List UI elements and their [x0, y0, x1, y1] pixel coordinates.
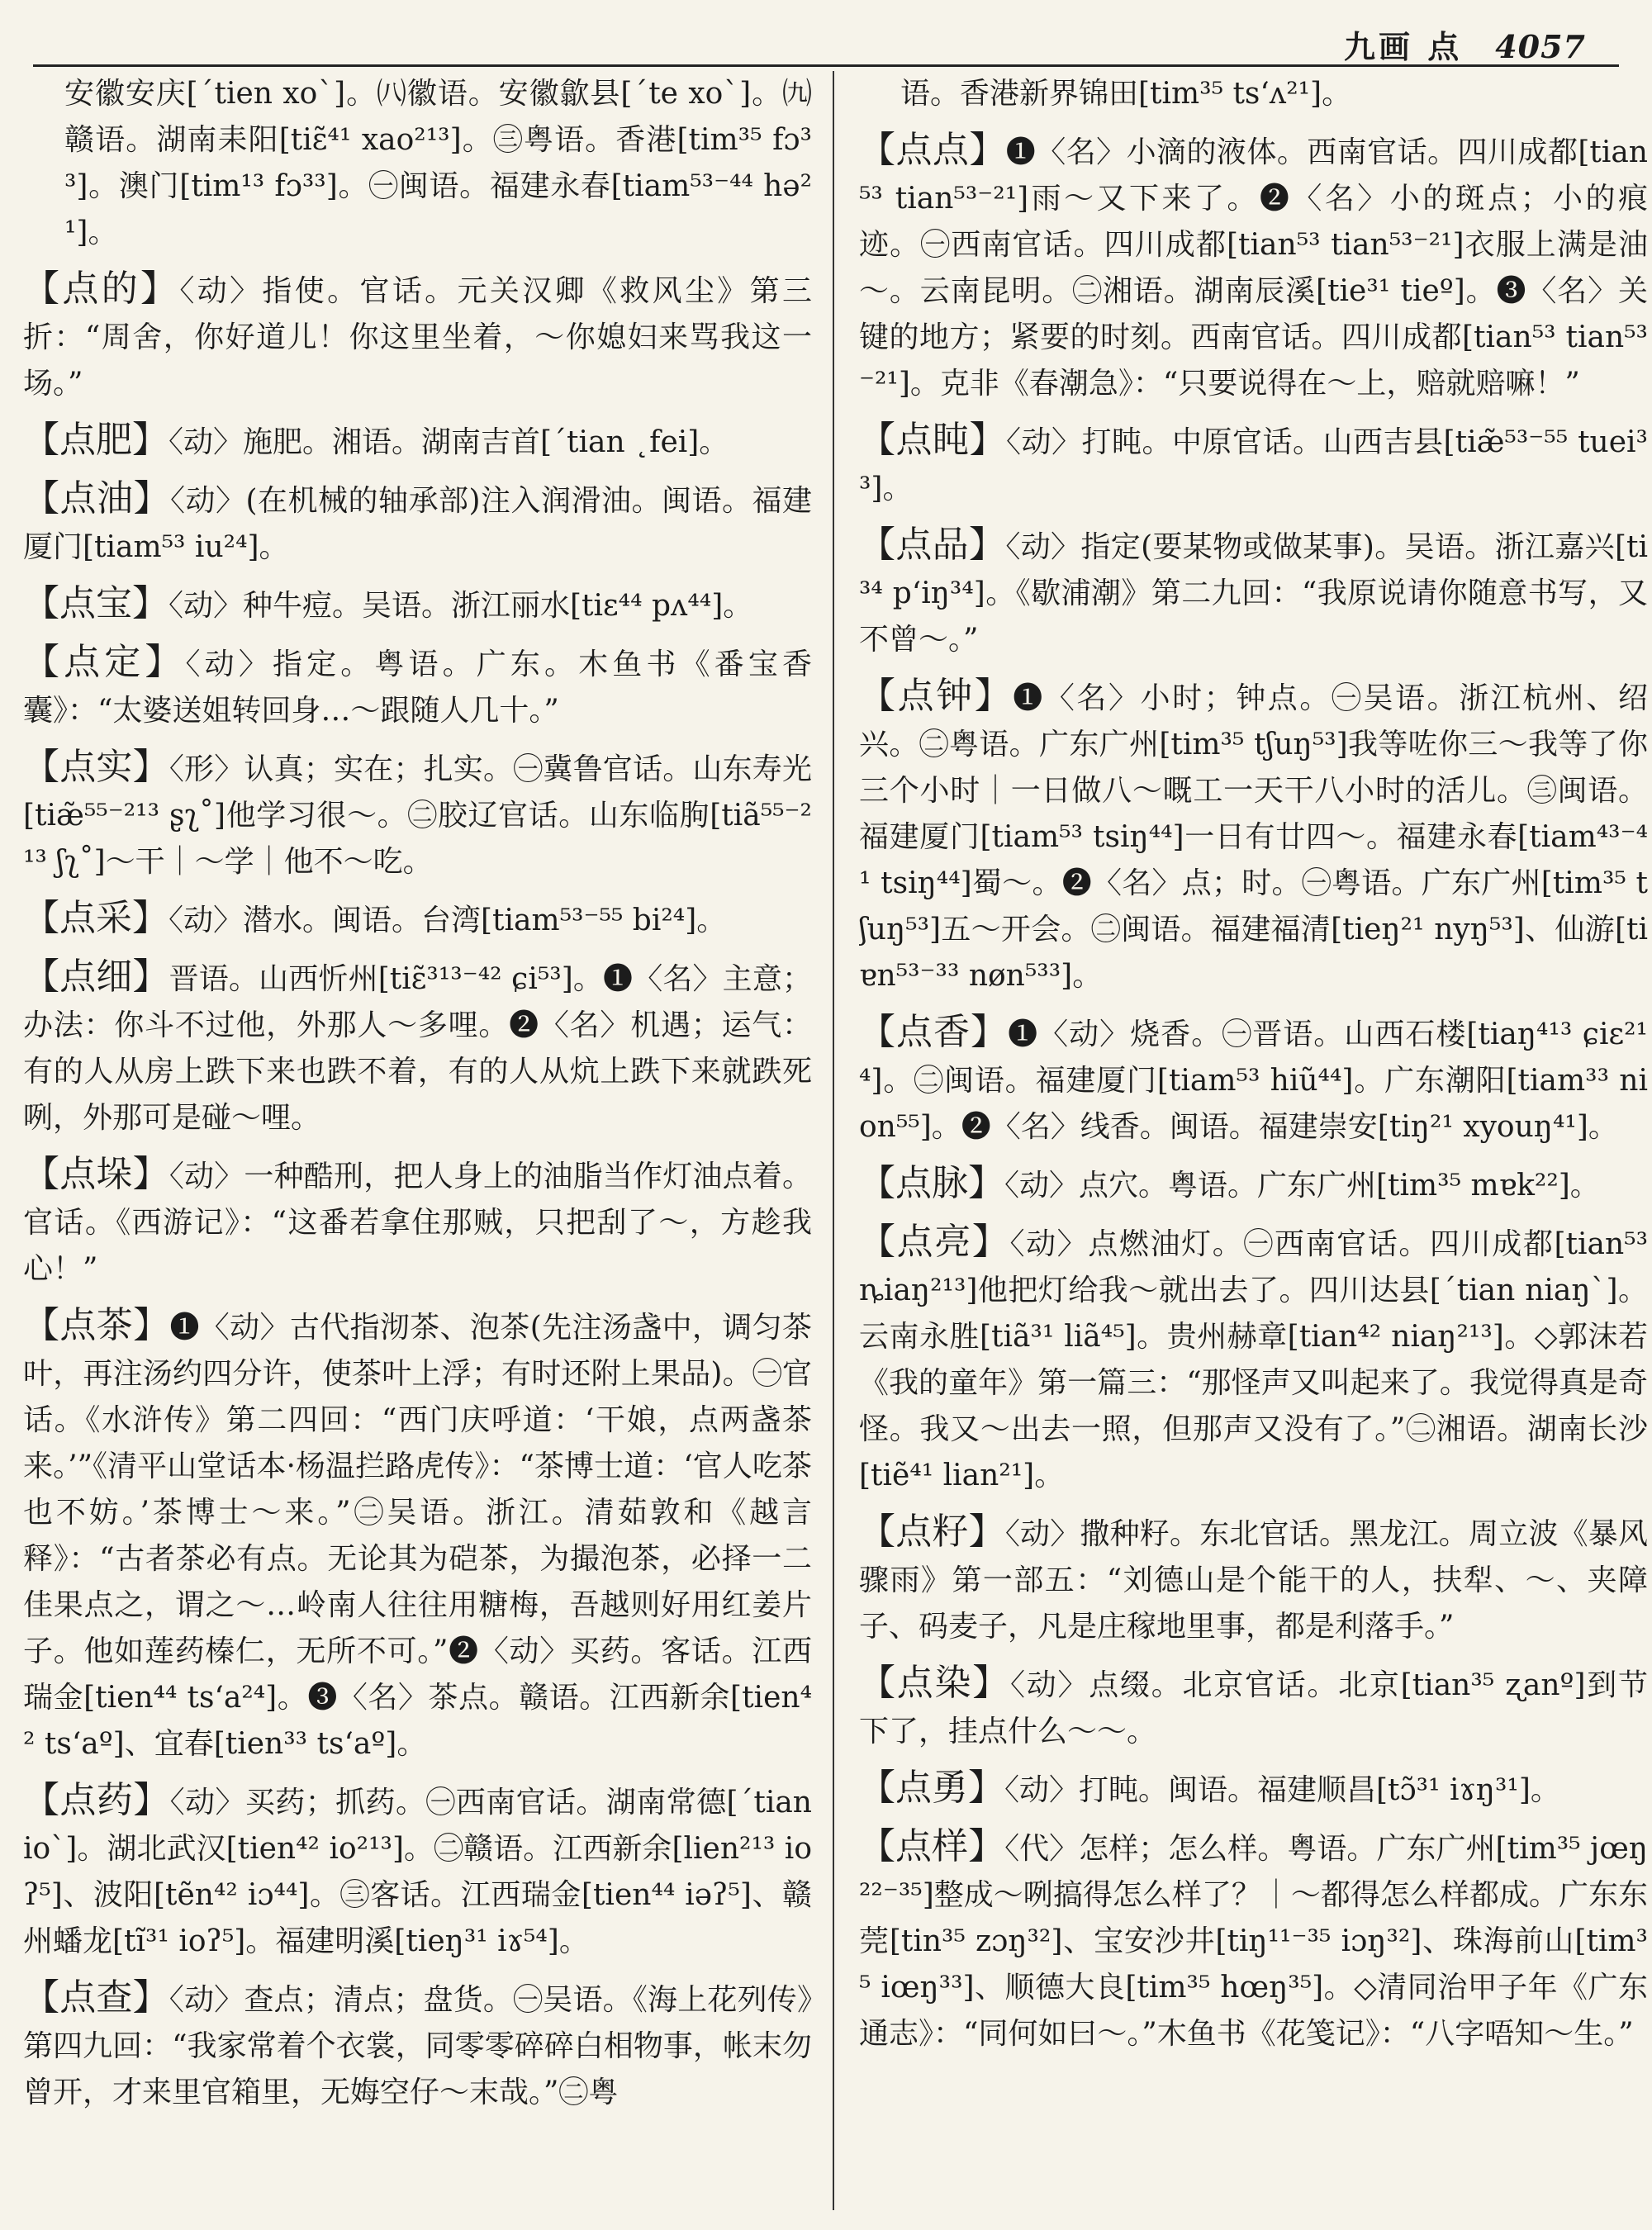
entry-text: 〈动〉种牛痘。吴语。浙江丽水[tiɛ⁴⁴ pʌ⁴⁴]。	[169, 589, 753, 623]
entry-text: 〈动〉指定。粤语。广东。木鱼书《番宝香囊》：“太婆送姐转回身…～跟随人几十。”	[23, 648, 812, 728]
entry-headword: 【点油】	[23, 477, 170, 520]
entry-headword: 【点点】	[859, 129, 1006, 171]
entry-dian-cai	[23, 895, 812, 944]
entry-headword: 【点宝】	[23, 582, 169, 624]
entry-continuation	[859, 71, 1648, 117]
entry-text: 〈动〉查点；清点；盘货。㊀吴语。《海上花列传》第四九回：“我家常着个衣裳，同零零碎碎白相物事，帐末勿曾开，才来里官箱里，无娒空仔～末哉。”㊁粤	[23, 1983, 812, 2109]
entry-text: 〈动〉(在机械的轴承部)注入润滑油。闽语。福建厦门[tiam⁵³ iu²⁴]。	[23, 484, 812, 564]
entry-text: 〈动〉点燃油灯。㊀西南官话。四川成都[tian⁵³ ȵiaŋ²¹³]他把灯给我～就出去了。四川达县[ˊtian niaŋˋ]。云南永胜[tiã³¹ liã⁴⁵]。贵州赫章[tian⁴² niaŋ²¹³]。◇郭沫若《我的童年》第一篇三：“那怪声又叫起来了。我觉得真是奇怪。我又～出去一照，但那声又没有了。”㊁湘语。湖南长沙[tiẽ⁴¹ lian²¹]。	[859, 1227, 1648, 1492]
entry-headword: 【点钟】	[859, 675, 1014, 717]
left-column	[23, 71, 812, 2210]
entry-headword: 【点茶】	[23, 1304, 170, 1346]
entry-headword: 【点勇】	[859, 1767, 1004, 1809]
entry-dian-dun	[859, 417, 1648, 512]
running-title: 九画 点	[1344, 28, 1463, 65]
running-head	[1344, 21, 1586, 67]
entry-dian-xiang	[859, 1009, 1648, 1151]
entry-text: 〈动〉打盹。闽语。福建顺昌[tɔ̃³¹ iɤŋ³¹]。	[1004, 1773, 1560, 1807]
page-header	[33, 15, 1619, 67]
entry-text: 〈形〉认真；实在；扎实。㊀冀鲁官话。山东寿光[tiæ̃⁵⁵⁻²¹³ ʂʅ˚]他学习很～。㊁胶辽官话。山东临朐[tiã⁵⁵⁻²¹³ ʃʅ˚]～干｜～学｜他不～吃。	[23, 752, 812, 879]
entry-dian-cha	[23, 1302, 812, 1767]
entry-headword: 【点实】	[23, 746, 169, 788]
entry-dian-zhong	[859, 673, 1648, 999]
entry-headword: 【点的】	[23, 268, 180, 310]
entry-text: 〈动〉潜水。闽语。台湾[tiam⁵³⁻⁵⁵ bi²⁴]。	[169, 904, 727, 937]
entry-headword: 【点垛】	[23, 1153, 169, 1195]
entry-text: 〈动〉施肥。湘语。湖南吉首[ˊtian ˛fei]。	[169, 425, 729, 459]
entry-text: 〈动〉指使。官话。元关汉卿《救风尘》第三折：“周舍，你好道儿！你这里坐着，～你媳妇来骂我这一场。”	[23, 274, 812, 401]
entry-text: ❶〈动〉古代指沏茶、泡茶(先注汤盏中，调匀茶叶，再注汤约四分许，使茶叶上浮；有时还附上果品)。㊀官话。《水浒传》第二四回：“西门庆呼道：‘干娘，点两盏茶来。’”《清平山堂话本·杨温拦路虎传》：“茶博士道：‘官人吃茶也不妨。’茶博士～来。”㊁吴语。浙江。清茹敦和《越言释》：“古者茶必有点。无论其为硙茶，为撮泡茶，必择一二佳果点之，谓之～…岭南人往往用糖梅，吾越则好用红姜片子。他如莲药榛仁，无所不可。”❷〈动〉买药。客话。江西瑞金[tien⁴⁴ tsʻa²⁴]。❸〈名〉茶点。赣语。江西新余[tien⁴² tsʻaº]、宜春[tien³³ tsʻaº]。	[23, 1311, 812, 1761]
entry-headword: 【点采】	[23, 897, 169, 939]
entry-headword: 【点籽】	[859, 1511, 1005, 1553]
right-column	[859, 71, 1648, 2210]
entry-text: 〈动〉一种酷刑，把人身上的油脂当作灯油点着。官话。《西游记》：“这番若拿住那贼，只把刮了～，方趁我心！”	[23, 1160, 812, 1286]
entry-text: 〈代〉怎样；怎么样。粤语。广东广州[tim³⁵ jœŋ²²⁻³⁵]整成～咧搞得怎么样了？｜～都得怎么样都成。广东东莞[tin³⁵ zɔŋ³²]、宝安沙井[tiŋ¹¹⁻³⁵ iɔŋ³²]、珠海前山[tim³⁵ iœŋ³³]、顺德大良[tim³⁵ hœŋ³⁵]。◇清同治甲子年《广东通志》：“同何如曰～。”木鱼书《花笺记》：“八字唔知～生。”	[859, 1832, 1648, 2051]
entry-text: 〈动〉买药；抓药。㊀西南官话。湖南常德[ˊtian ioˋ]。湖北武汉[tien⁴² io²¹³]。㊁赣语。江西新余[lien²¹³ ioʔ⁵]、波阳[tẽn⁴² iɔ⁴⁴]。㊂客话。江西瑞金[tien⁴⁴ iəʔ⁵]、赣州蟠龙[tĩ³¹ ioʔ⁵]。福建明溪[tieŋ³¹ iɤ⁵⁴]。	[23, 1786, 812, 1958]
entry-dian-bao	[23, 581, 812, 629]
entry-dian-you	[23, 476, 812, 571]
entry-dian-fei	[23, 417, 812, 466]
entry-headword: 【点细】	[23, 956, 169, 998]
entry-text: ❶〈名〉小滴的液体。西南官话。四川成都[tian⁵³ tian⁵³⁻²¹]雨～又下来了。❷〈名〉小的斑点；小的痕迹。㊀西南官话。四川成都[tian⁵³ tian⁵³⁻²¹]衣服上满是油～。云南昆明。㊁湘语。湖南辰溪[tie³¹ tieº]。❸〈名〉关键的地方；紧要的时刻。西南官话。四川成都[tian⁵³ tian⁵³⁻²¹]。克非《春潮急》：“只要说得在～上，赔就赔嘛！”	[859, 135, 1648, 401]
column-divider	[833, 71, 834, 2210]
entry-dian-zi	[859, 1509, 1648, 1650]
entry-continuation	[23, 71, 812, 256]
entry-dian-liang	[859, 1219, 1648, 1499]
entry-text: 〈动〉点缀。北京官话。北京[tian³⁵ ʐanº]到节下了，挂点什么～～。	[859, 1668, 1648, 1748]
entry-dian-xi	[23, 954, 812, 1141]
entry-dian-yong	[859, 1765, 1648, 1814]
entry-headword: 【点样】	[859, 1825, 1005, 1867]
entry-dian-shi	[23, 744, 812, 885]
entry-headword: 【点定】	[23, 641, 186, 683]
entry-dian-yang	[859, 1824, 1648, 2057]
entry-text: ❶〈名〉小时；钟点。㊀吴语。浙江杭州、绍兴。㊁粤语。广东广州[tim³⁵ tʃuŋ⁵³]我等咗你三～我等了你三个小时｜一日做八～嘅工一天干八小时的活儿。㊂闽语。福建厦门[tiam⁵³ tsiŋ⁴⁴]一日有廿四～。福建永春[tiam⁴³⁻⁴¹ tsiŋ⁴⁴]蜀～。❷〈名〉点；时。㊀粤语。广东广州[tim³⁵ tʃuŋ⁵³]五～开会。㊁闽语。福建福清[tieŋ²¹ nyŋ⁵³]、仙游[tiɐn⁵³⁻³³ nøn⁵³³]。	[859, 681, 1648, 993]
entry-headword: 【点脉】	[859, 1162, 1004, 1204]
entry-text: 晋语。山西忻州[tiɛ̃³¹³⁻⁴² ɕi⁵³]。❶〈名〉主意；办法：你斗不过他，外那人～多哩。❷〈名〉机遇；运气：有的人从房上跌下来也跌不着，有的人从炕上跌下来就跌死咧，外那可是碰～哩。	[23, 962, 812, 1135]
entry-dian-cha-check	[23, 1975, 812, 2116]
entry-headword: 【点品】	[859, 524, 1006, 566]
entry-headword: 【点肥】	[23, 419, 169, 461]
entry-text: 〈动〉点穴。粤语。广东广州[tim³⁵ mɐk²²]。	[1004, 1169, 1600, 1203]
entry-dian-duo	[23, 1151, 812, 1293]
entry-dian-yao	[23, 1777, 812, 1965]
entry-text: 〈动〉撒种籽。东北官话。黑龙江。周立波《暴风骤雨》第一部五：“刘德山是个能干的人，扶犁、～、夹障子、码麦子，凡是庄稼地里事，都是利落手。”	[859, 1517, 1648, 1644]
entry-text: 语。香港新界锦田[tim³⁵ tsʻʌ²¹]。	[900, 77, 1352, 111]
entry-text: ❶〈动〉烧香。㊀晋语。山西石楼[tiaŋ⁴¹³ ɕiɛ²¹⁴]。㊁闽语。福建厦门[tiam⁵³ hiũ⁴⁴]。广东潮阳[tiam³³ nion⁵⁵]。❷〈名〉线香。闽语。福建崇安[tiŋ²¹ xyouŋ⁴¹]。	[859, 1018, 1648, 1144]
entry-dian-pin	[859, 522, 1648, 663]
entry-headword: 【点亮】	[859, 1221, 1010, 1263]
entry-text: 安徽安庆[ˊtien xoˋ]。㈧徽语。安徽歙县[ˊte xoˋ]。㈨赣语。湖南耒阳[tiɛ̃⁴¹ xao²¹³]。㊂粤语。香港[tim³⁵ fɔ³³]。澳门[tim¹³ fɔ³³]。㊀闽语。福建永春[tiam⁵³⁻⁴⁴ hə²¹]。	[64, 77, 812, 249]
entry-dian-ding	[23, 639, 812, 734]
entry-dian-mai	[859, 1160, 1648, 1209]
entry-headword: 【点盹】	[859, 419, 1007, 461]
entry-headword: 【点查】	[23, 1976, 169, 2019]
entry-text: 〈动〉打盹。中原官话。山西吉县[tiæ̃⁵³⁻⁵⁵ tuei³³]。	[859, 425, 1648, 505]
entry-headword: 【点香】	[859, 1011, 1009, 1053]
entry-dian-dian	[859, 127, 1648, 407]
entry-headword: 【点染】	[859, 1662, 1010, 1704]
entry-dian-de	[23, 266, 812, 407]
entry-headword: 【点药】	[23, 1779, 170, 1821]
entry-text: 〈动〉指定(要某物或做某事)。吴语。浙江嘉兴[ti³⁴ pʻiŋ³⁴]。《歇浦潮》第二九回：“我原说请你随意书写，又不曾～。”	[859, 530, 1648, 657]
page-number: 4057	[1495, 28, 1586, 65]
entry-dian-ran	[859, 1660, 1648, 1755]
